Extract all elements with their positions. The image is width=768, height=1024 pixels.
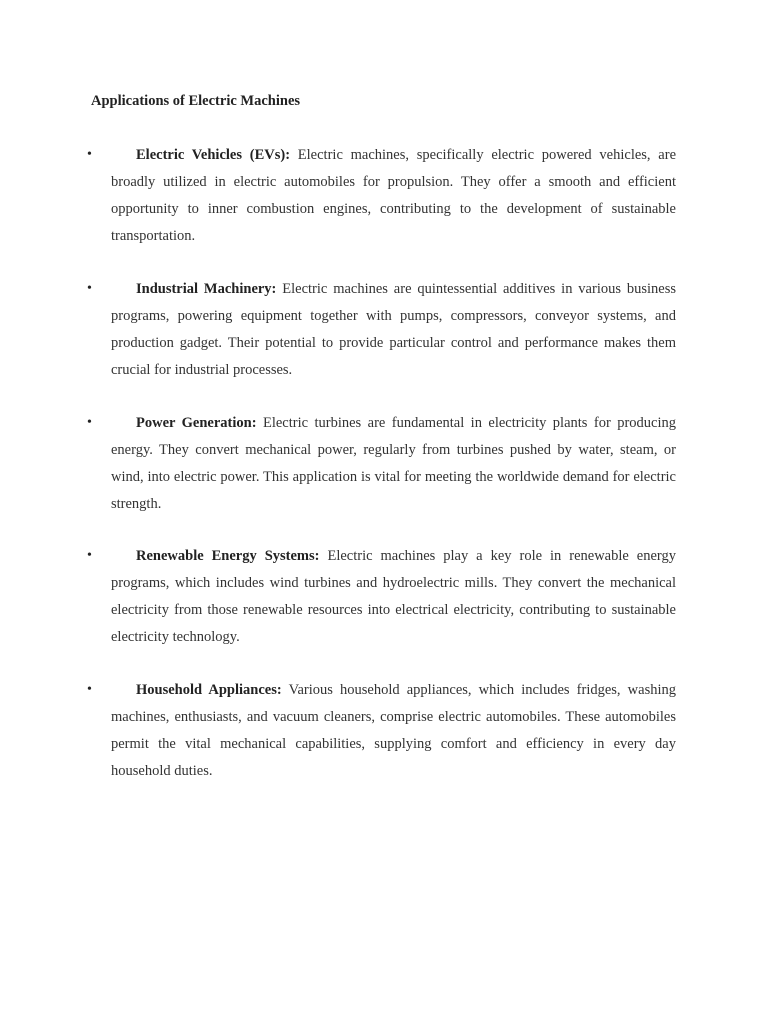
document-title: Applications of Electric Machines bbox=[91, 93, 301, 109]
list-item-electric-vehicles bbox=[87, 142, 677, 250]
bullet-icon: • bbox=[87, 281, 92, 296]
item-text: Electric turbines are fundamental in electricity plants for producing energy. They convert mechanical power, regularly from turbines pushed by water, steam, or wind, into electric power. This application is vital for meeting the worldwide demand for electric strength. bbox=[111, 415, 677, 512]
item-text: Electric machines play a key role in renewable energy programs, which includes wind turbines and hydroelectric mills. They convert the mechanical electricity from those renewable resources into electrical electricity, contributing to sustainable electricity technology. bbox=[111, 548, 676, 645]
item-term: Renewable Energy Systems: bbox=[136, 548, 320, 564]
bullet-icon: • bbox=[87, 548, 92, 563]
item-term: Industrial Machinery: bbox=[136, 281, 277, 297]
list-item-power-generation bbox=[87, 410, 677, 518]
item-text: Electric machines, specifically electric powered vehicles, are broadly utilized in electric automobiles for propulsion. They offer a smooth and efficient opportunity to inner combustion engines, contributing to the development of sustainable transportation. bbox=[111, 147, 677, 244]
bullet-icon: • bbox=[87, 415, 92, 430]
bullet-icon: • bbox=[87, 147, 92, 162]
list-item-industrial-machinery bbox=[87, 276, 676, 384]
item-text: Electric machines are quintessential additives in various business programs, powering equipment together with pumps, compressors, conveyor systems, and production gadget. Their potential to provide particular control and performance makes them crucial for industrial processes. bbox=[111, 281, 676, 378]
item-text: Various household appliances, which includes fridges, washing machines, enthusiasts, and vacuum cleaners, comprise electric automobiles. These automobiles permit the vital mechanical capabilities, supplying comfort and efficiency in every day household duties. bbox=[111, 682, 676, 779]
list-item-renewable-energy bbox=[87, 543, 676, 651]
bullet-icon: • bbox=[87, 682, 92, 697]
item-term: Household Appliances: bbox=[136, 682, 282, 698]
list-item-household-appliances bbox=[87, 677, 676, 785]
item-term: Power Generation: bbox=[136, 415, 257, 431]
item-term: Electric Vehicles (EVs): bbox=[136, 147, 291, 163]
